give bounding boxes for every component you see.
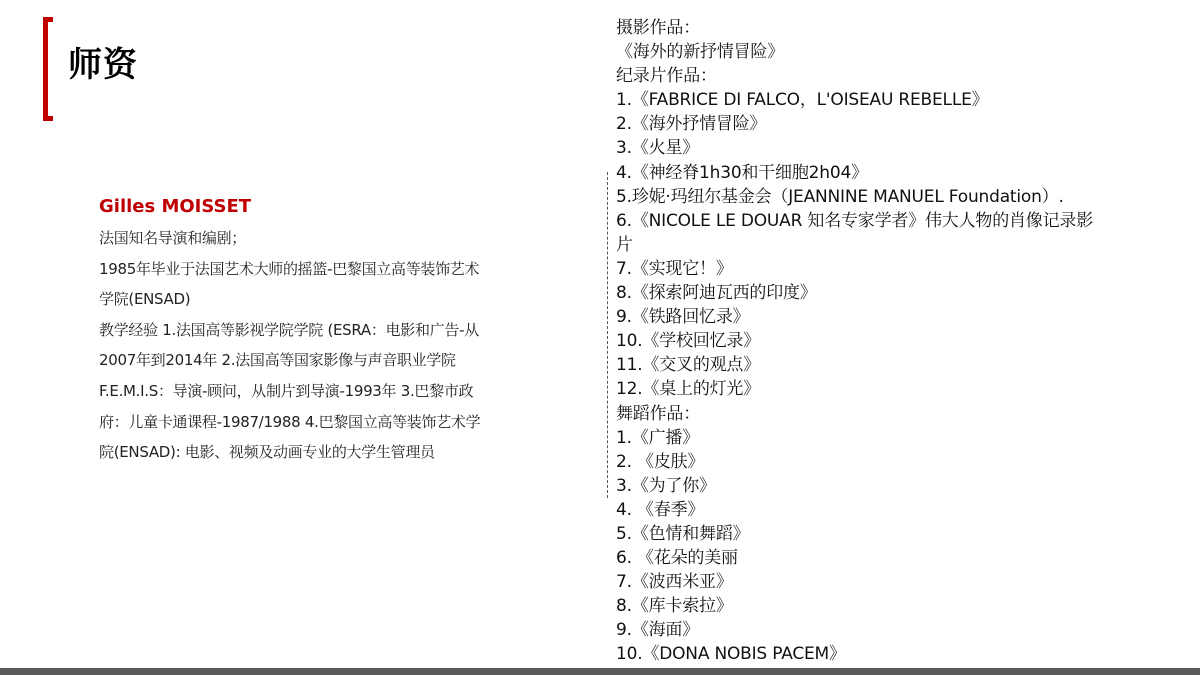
list-item: 2. 《皮肤》 — [616, 451, 705, 472]
bio-line: 法国知名导演和编剧； — [99, 229, 247, 247]
bio-line: 院(ENSAD): 电影、视频及动画专业的大学生管理员 — [99, 443, 435, 462]
bio-text — [99, 223, 564, 468]
list-item: 4. 《春季》 — [616, 499, 705, 520]
list-item: 8.《探索阿迪瓦西的印度》 — [616, 283, 817, 304]
list-item: 1.《FABRICE DI FALCO，L'OISEAU REBELLE》 — [616, 90, 989, 111]
list-item: 3.《火星》 — [616, 138, 700, 159]
list-item: 《海外的新抒情冒险》 — [616, 42, 784, 63]
list-item: 7.《实现它！》 — [616, 258, 733, 279]
bio-line: 2007年到2014年 2.法国高等国家影像与声音职业学院 — [99, 351, 456, 370]
list-item: 2.《海外抒情冒险》 — [616, 114, 767, 135]
works-heading-documentary: 纪录片作品： — [616, 66, 717, 87]
dashed-divider — [607, 172, 608, 498]
list-item: 1.《广播》 — [616, 427, 700, 448]
list-item: 11.《交叉的观点》 — [616, 355, 761, 376]
bio-name: Gilles MOISSET — [99, 196, 252, 217]
bio-line: 1985年毕业于法国艺术大师的摇篮-巴黎国立高等装饰艺术 — [99, 259, 480, 278]
list-item: 6. 《花朵的美丽 — [616, 548, 738, 569]
list-item: 片 — [616, 234, 633, 255]
bio-line: F.E.M.I.S：导演-顾问，从制片到导演-1993年 3.巴黎市政 — [99, 381, 474, 400]
list-item: 9.《铁路回忆录》 — [616, 307, 750, 328]
list-item: 8.《库卡索拉》 — [616, 596, 733, 617]
list-item: 12.《桌上的灯光》 — [616, 379, 761, 400]
list-item: 9.《海面》 — [616, 620, 700, 641]
bio-section — [99, 193, 564, 468]
works-list — [616, 16, 1186, 667]
title-bracket — [43, 17, 53, 121]
bio-line: 学院(ENSAD) — [99, 290, 191, 309]
list-item: 10.《DONA NOBIS PACEM》 — [616, 644, 846, 665]
bio-line: 教学经验 1.法国高等影视学院学院 (ESRA：电影和广告-从 — [99, 320, 479, 339]
bio-line: 府：儿童卡通课程-1987/1988 4.巴黎国立高等装饰艺术学 — [99, 412, 481, 431]
bottom-bar — [0, 668, 1200, 675]
list-item: 4.《神经脊1h30和干细胞2h04》 — [616, 162, 868, 183]
list-item: 7.《波西米亚》 — [616, 572, 733, 593]
list-item: 10.《学校回忆录》 — [616, 331, 761, 352]
list-item: 3.《为了你》 — [616, 475, 716, 496]
page-title: 师资 — [68, 45, 138, 85]
works-heading-dance: 舞蹈作品： — [616, 403, 700, 424]
list-item: 5.《色情和舞蹈》 — [616, 523, 750, 544]
list-item: 5.珍妮·玛纽尔基金会（JEANNINE MANUEL Foundation）. — [616, 186, 1064, 207]
list-item: 6.《NICOLE LE DOUAR 知名专家学者》伟大人物的肖像记录影 — [616, 210, 1093, 231]
works-heading-photography: 摄影作品： — [616, 18, 700, 38]
